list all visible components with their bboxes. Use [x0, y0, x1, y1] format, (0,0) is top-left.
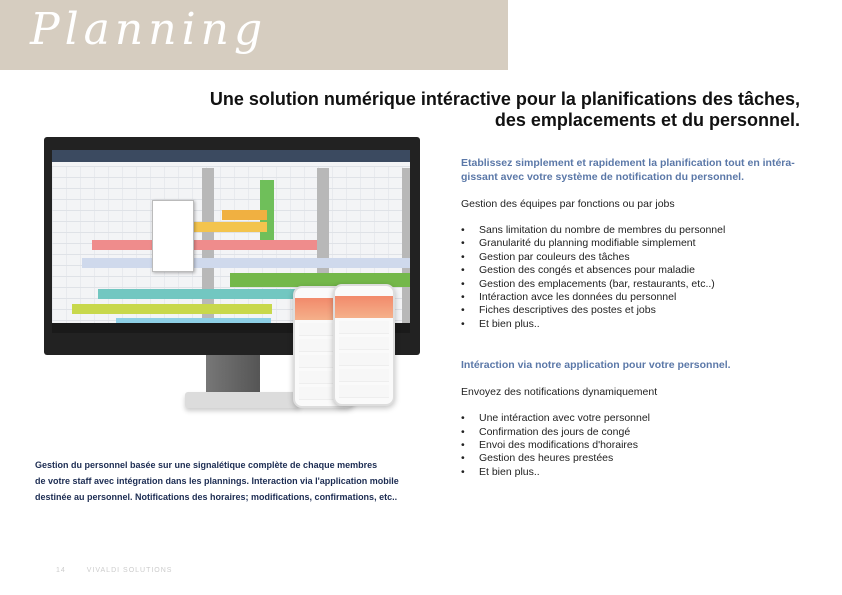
section1-subtitle: Gestion des équipes par fonctions ou par jobs	[461, 198, 675, 210]
schedule-bar	[98, 289, 310, 299]
caption-line2: de votre staff avec intégration dans les plannings. Interaction via l'application mobile	[35, 476, 399, 486]
list-item: • Gestion des congés et absences pour maladie	[461, 264, 801, 277]
main-heading-line1: Une solution numérique intéractive pour la planifications des tâches,	[209, 89, 800, 109]
footer-brand: VIVALDI SOLUTIONS	[86, 567, 173, 574]
section1-bullet-list	[461, 224, 801, 331]
page-footer	[56, 567, 172, 574]
schedule-bar	[72, 304, 272, 314]
app-titlebar	[52, 150, 410, 162]
list-item: • Envoi des modifications d'horaires	[461, 439, 801, 452]
page-title: Planning	[30, 4, 268, 55]
phone-mockup	[333, 284, 395, 406]
section1-lead	[461, 156, 801, 184]
monitor-base	[185, 392, 300, 408]
context-menu	[152, 200, 194, 272]
schedule-bar	[222, 210, 267, 220]
list-item: • Gestion des heures prestées	[461, 452, 801, 465]
schedule-bar	[92, 240, 317, 250]
list-item: • Une intéraction avec votre personnel	[461, 412, 801, 425]
list-item: • Et bien plus..	[461, 318, 801, 331]
schedule-bar	[82, 258, 410, 268]
list-item: • Intéraction avce les données du personnel	[461, 291, 801, 304]
illustration-caption	[35, 457, 435, 505]
list-item: • Et bien plus..	[461, 466, 801, 479]
main-heading-line2: des emplacements et du personnel.	[494, 110, 800, 130]
page-number: 14	[56, 567, 66, 574]
list-item: • Fiches descriptives des postes et jobs	[461, 304, 801, 317]
list-item: • Gestion des emplacements (bar, restaurants, etc..)	[461, 278, 801, 291]
caption-line1: Gestion du personnel basée sur une signalétique complète de chaque membres	[35, 460, 378, 470]
list-item: • Gestion par couleurs des tâches	[461, 251, 801, 264]
header-band	[0, 0, 508, 70]
section2-subtitle: Envoyez des notifications dynamiquement	[461, 386, 658, 399]
section2-lead: Intéraction via notre application pour votre personnel.	[461, 359, 731, 372]
features-column	[461, 156, 801, 479]
main-heading	[200, 89, 800, 131]
section2-bullet-list	[461, 412, 801, 479]
schedule-bar	[192, 222, 267, 232]
list-item: • Confirmation des jours de congé	[461, 426, 801, 439]
caption-line3: destinée au personnel. Notifications des horaires; modifications, confirmations, etc..	[35, 492, 398, 502]
weekend-column	[402, 168, 410, 333]
list-item: • Granularité du planning modifiable simplement	[461, 237, 801, 250]
section1-lead-line2: gissant avec votre système de notification du personnel.	[461, 171, 744, 183]
list-item: • Sans limitation du nombre de membres du personnel	[461, 224, 801, 237]
section1-lead-line1: Etablissez simplement et rapidement la planification tout en intéra-	[461, 157, 795, 169]
monitor-stand	[206, 355, 260, 397]
